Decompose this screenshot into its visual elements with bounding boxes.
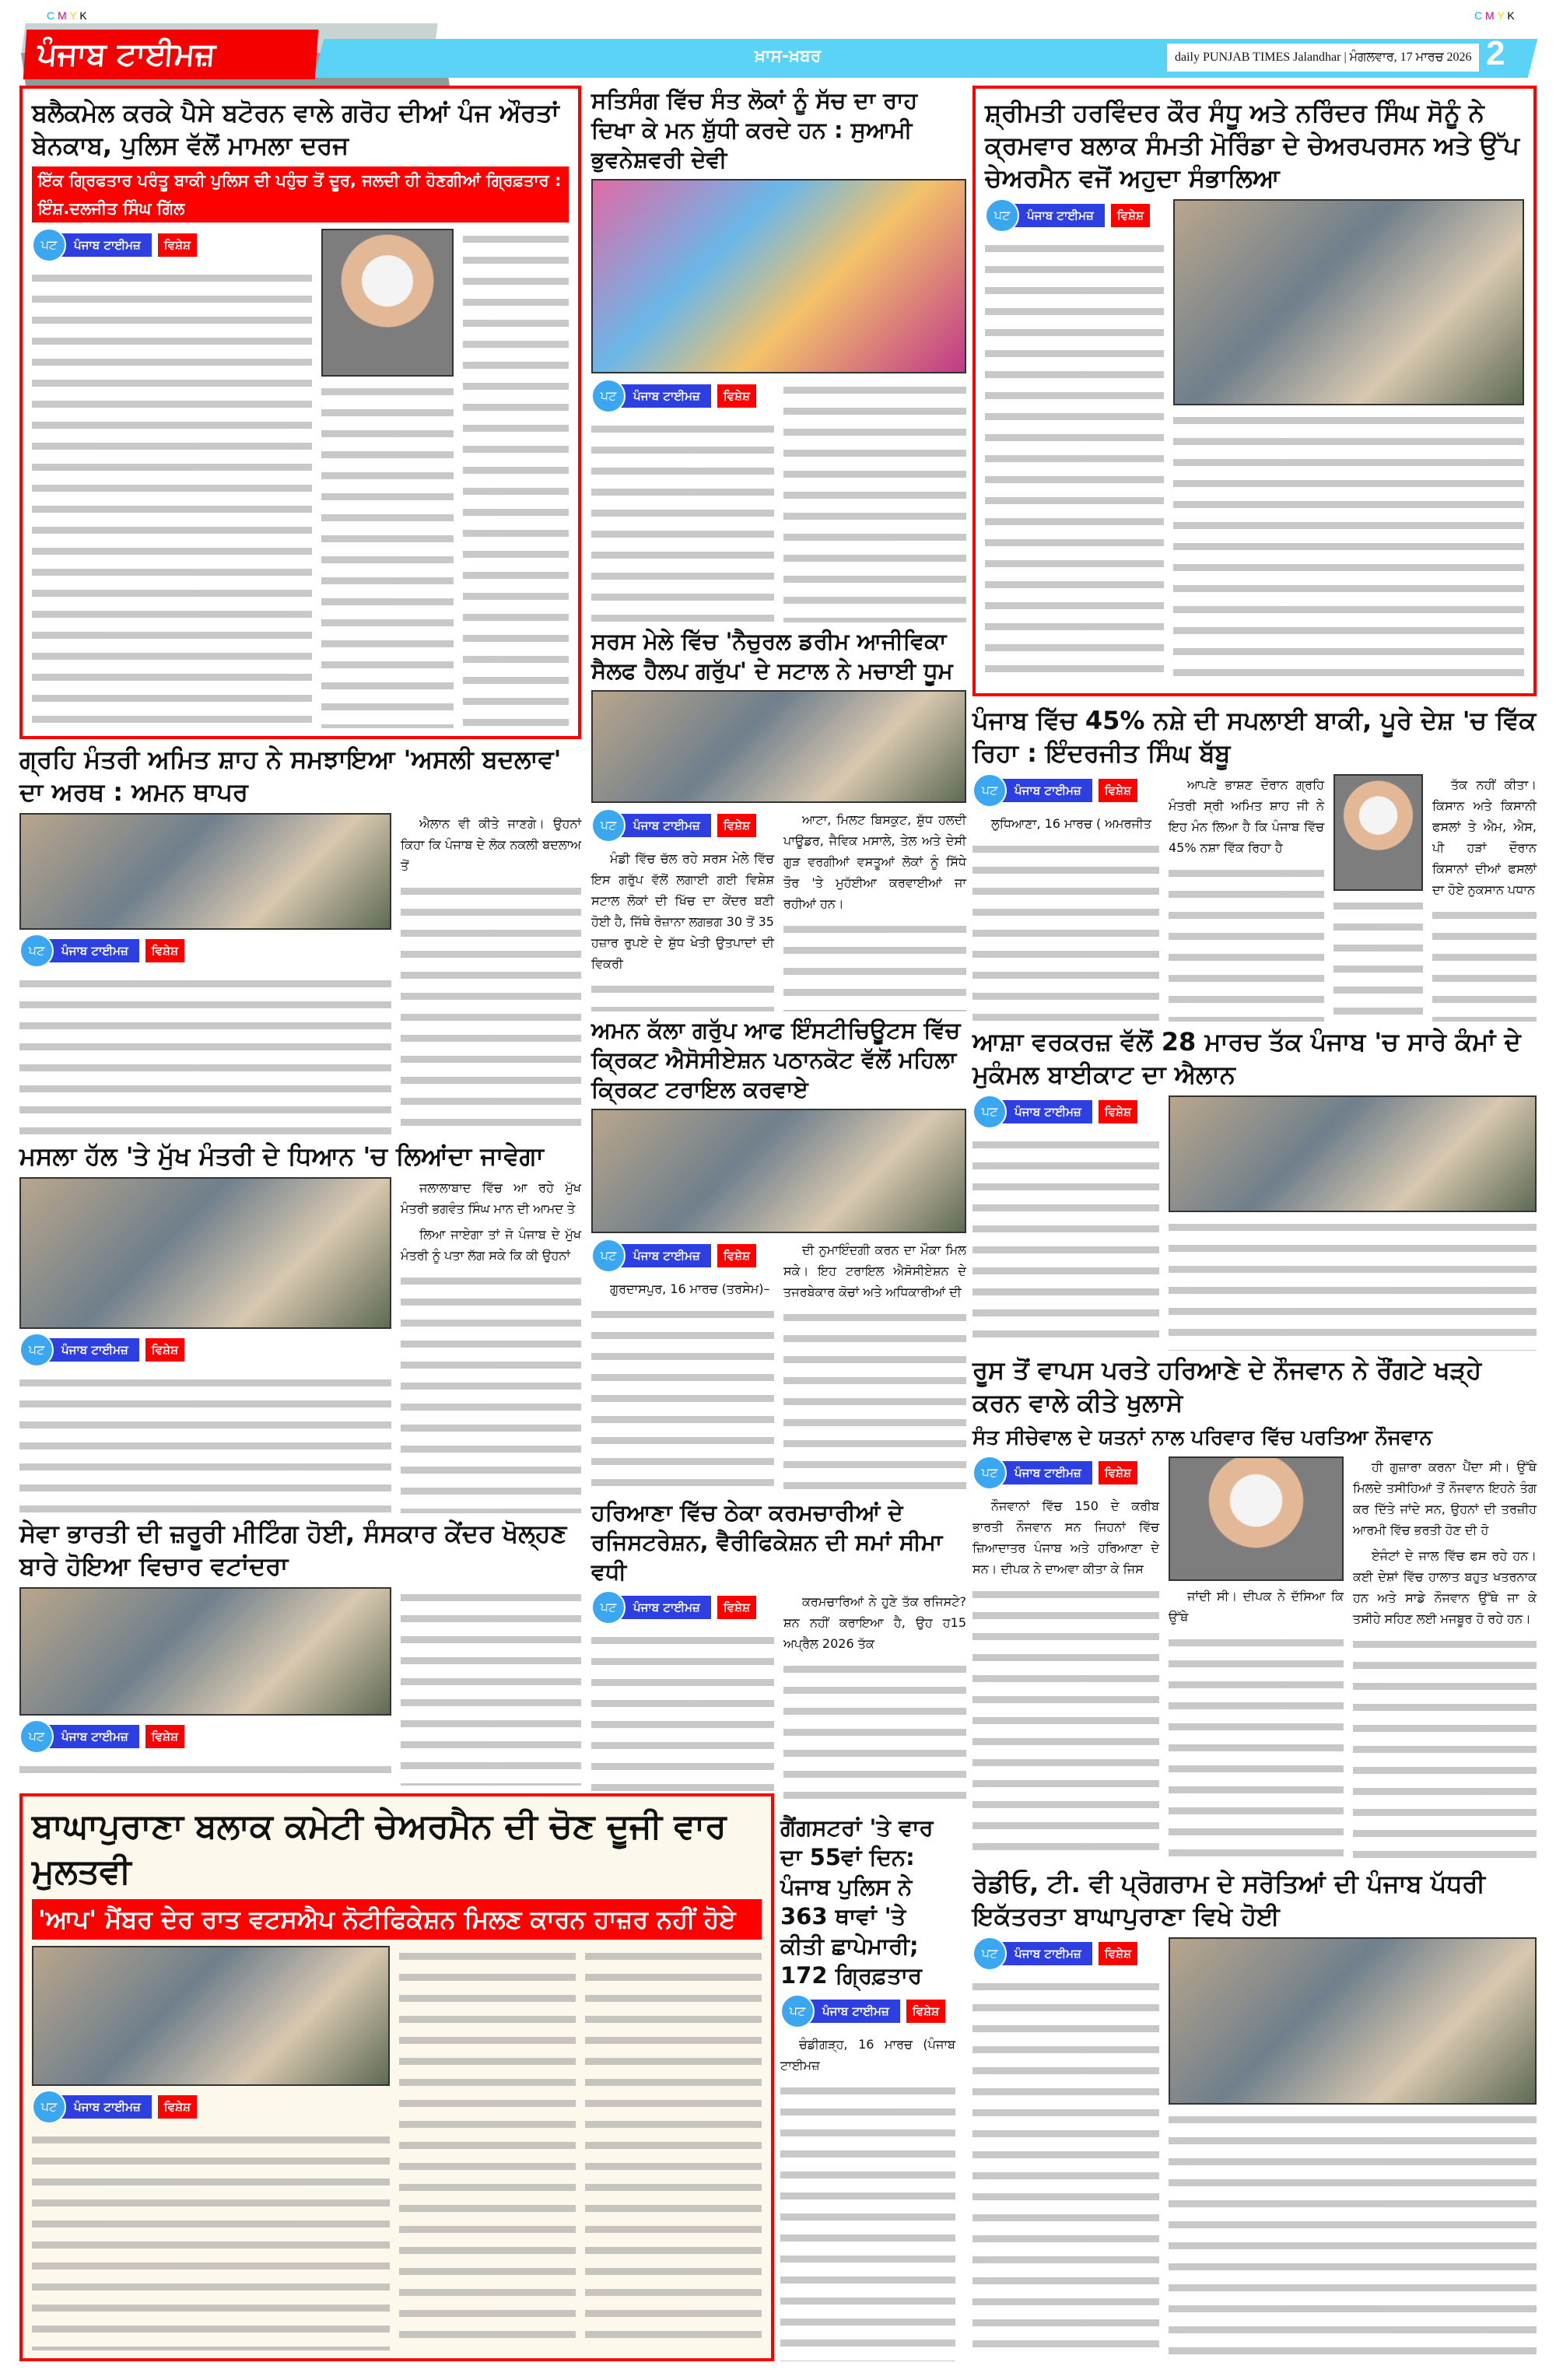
punjab-times-logo-icon: ਪਟ: [972, 1095, 1007, 1129]
text-column: [783, 1591, 966, 1801]
text-column: [1333, 774, 1423, 1022]
body-paragraph: ਆਟਾ, ਮਿਲਟ ਬਿਸਕੁਟ, ਸ਼ੁੱਧ ਹਲਦੀ ਪਾਊਡਰ, ਜੈਵਿਕ ਮਸਾਲੇ, ਤੇਲ ਅਤੇ ਦੇਸੀ ਗੁੜ ਵਰਗੀਆਂ ਵਸਤੂਆਂ ਲੋਕਾਂ ਨੂੰ ਸਿੱਧੇ ਤੌਰ 'ਤੇ ਮੁਹੱਈਆ ਕਰਵਾਈਆਂ ਜਾ ਰਹੀਆਂ ਹਨ।: [783, 812, 966, 911]
mark-m: M: [1485, 9, 1495, 22]
body-paragraph: ਲਿਆ ਜਾਏਗਾ ਤਾਂ ਜੋ ਪੰਜਾਬ ਦੇ ਮੁੱਖ ਮੰਤਰੀ ਨੂੰ ਪਤਾ ਲੱਗ ਸਕੇ ਕਿ ਕੀ ਉਹਨਾਂ: [401, 1227, 581, 1263]
text-column: [1432, 774, 1537, 1022]
article-content: [19, 1177, 581, 1513]
badge-brand: ਪੰਜਾਬ ਟਾਈਮਜ਼: [999, 1942, 1092, 1965]
mark-c: C: [47, 9, 55, 22]
text-column: [1169, 774, 1324, 1022]
news-photo: [321, 229, 454, 377]
headline: ਮਸਲਾ ਹੱਲ 'ਤੇ ਮੁੱਖ ਮੰਤਰੀ ਦੇ ਧਿਆਨ 'ਚ ਲਿਆਂਦਾ ਜਾਵੇਗਾ: [19, 1141, 544, 1171]
headline: ਆਸ਼ਾ ਵਰਕਰਜ਼ ਵੱਲੋਂ 28 ਮਾਰਚ ਤੱਕ ਪੰਜਾਬ 'ਚ ਸਾਰੇ ਕੰਮਾਂ ਦੇ ਮੁਕੰਮਲ ਬਾਈਕਾਟ ਦਾ ਐਲਾਨ: [972, 1027, 1521, 1089]
article-content: [972, 1095, 1537, 1351]
text-column: [985, 199, 1164, 685]
badge-tag: ਵਿਸ਼ੇਸ਼: [1099, 1100, 1137, 1123]
text-column: [783, 809, 966, 1011]
article-content: [19, 813, 581, 1136]
headline: ਸ਼੍ਰੀਮਤੀ ਹਰਵਿੰਦਰ ਕੌਰ ਸੰਧੂ ਅਤੇ ਨਰਿੰਦਰ ਸਿੰਘ ਸੋਨੂੰ ਨੇ ਕ੍ਰਮਵਾਰ ਬਲਾਕ ਸੰਮਤੀ ਮੋਰਿੰਡਾ ਦੇ ਚੇਅਰਪਰਸਨ ਅਤੇ ਉੱਪ ਚੇਅਰਮੈਨ ਵਜੋਂ ਅਹੁਦਾ ਸੰਭਾਲਿਆ: [985, 98, 1519, 193]
body-text-continued: [1169, 1217, 1537, 1351]
badge-brand: ਪੰਜਾਬ ਟਾਈਮਜ਼: [46, 1338, 139, 1362]
logo-text: ਪੰਜਾਬ ਟਾਈਮਜ਼: [36, 37, 217, 72]
text-column: [399, 1946, 576, 2350]
badge-brand: ਪੰਜਾਬ ਟਾਈਮਜ਼: [999, 1100, 1092, 1123]
article-columns: [985, 199, 1524, 685]
body-text-continued: [591, 979, 774, 1011]
body-paragraph: ਮੰਡੀ ਵਿੱਚ ਚੱਲ ਰਹੇ ਸਰਸ ਮੇਲੇ ਵਿੱਚ ਇਸ ਗਰੁੱਪ ਵੱਲੋਂ ਲਗਾਈ ਗਈ ਵਿਸ਼ੇਸ਼ ਸਟਾਲ ਲੋਕਾਂ ਦੀ ਖਿੱਚ ਦਾ ਕੇਂਦਰ ਬਣੀ ਹੋਈ ਹੈ, ਜਿੱਥੇ ਰੋਜ਼ਾਨਾ ਲਗਭਗ 30 ਤੋਂ 35 ਹਜ਼ਾਰ ਰੁਪਏ ਦੇ ਸ਼ੁੱਧ ਖੇਤੀ ਉਤਪਾਦਾਂ ਦੀ ਵਿਕਰੀ: [591, 851, 774, 971]
body-paragraph: ਜਾਂਦੀ ਸੀ। ਦੀਪਕ ਨੇ ਦੱਸਿਆ ਕਿ ਉੱਥੇ: [1169, 1589, 1344, 1625]
article-amit-shah: [19, 743, 581, 1136]
headline: ਹਰਿਆਣਾ ਵਿੱਚ ਠੇਕਾ ਕਰਮਚਾਰੀਆਂ ਦੇ ਰਜਿਸਟਰੇਸ਼ਨ, ਵੈਰੀਫਿਕੇਸ਼ਨ ਦੀ ਸਮਾਂ ਸੀਮਾ ਵਧੀ: [591, 1499, 943, 1585]
badge-tag: ਵਿਸ਼ੇਸ਼: [145, 939, 184, 962]
body-paragraph: ਤੱਕ ਨਹੀਂ ਕੀਤਾ। ਕਿਸਾਨ ਅਤੇ ਕਿਸਾਨੀ ਫਸਲਾਂ ਤੇ ਐਮ, ਐਸ, ਪੀ ਹੜਾਂ ਦੌਰਾਨ ਕਿਸਾਨਾਂ ਦੀਆਂ ਫਸਲਾਂ ਦਾ ਹੋਏ ਨੁਕਸਾਨ ਪਧਾਨ: [1432, 777, 1537, 897]
news-photo: [1169, 1937, 1537, 2105]
news-photo: [19, 1177, 391, 1329]
punjab-times-badge: [19, 938, 391, 964]
dateline: ਚੰਡੀਗੜ੍ਹ, 16 ਮਾਰਚ (ਪੰਜਾਬ ਟਾਈਮਜ਼: [780, 2037, 955, 2073]
article-drugs: [972, 704, 1537, 1022]
news-photo: [591, 179, 966, 373]
body-text-continued: [1169, 863, 1324, 1022]
article-sras-mela: [591, 626, 966, 1011]
body-text-continued: [19, 1372, 391, 1513]
article-haryana: [591, 1498, 966, 1801]
punjab-times-logo-icon: ਪਟ: [591, 1590, 626, 1625]
news-photo: [591, 690, 966, 803]
news-photo: [32, 1946, 390, 2086]
body-paragraph: ਹੀ ਗੁਜ਼ਾਰਾ ਕਰਨਾ ਪੈਂਦਾ ਸੀ। ਉੱਥੇ ਮਿਲਦੇ ਤਸੀਹਿਆਂ ਤੋਂ ਨੌਜਵਾਨ ਇਹਨੇ ਤੰਗ ਕਰ ਦਿੱਤੇ ਜਾਂਦੇ ਸਨ, ਉਹਨਾਂ ਦੀ ਤਰਜ਼ੀਹ ਆਰਮੀ ਵਿੱਚ ਭਰਤੀ ਹੋਣ ਦੀ ਹੋ: [1353, 1460, 1537, 1537]
dateline: ਗੁਰਦਾਸਪੁਰ, 16 ਮਾਰਚ (ਤਰਸੇਮ)–: [610, 1281, 770, 1296]
punjab-times-logo-icon: ਪਟ: [32, 228, 66, 262]
article-blackmail: [19, 86, 581, 739]
body-paragraph: ਜਲਾਲਾਬਾਦ ਵਿੱਚ ਆ ਰਹੇ ਮੁੱਖ ਮੰਤਰੀ ਭਗਵੰਤ ਸਿੰਘ ਮਾਨ ਦੀ ਆਮਦ ਤੇ: [401, 1180, 581, 1216]
badge-tag: ਵਿਸ਼ੇਸ਼: [145, 1725, 184, 1748]
punjab-times-logo-icon: ਪਟ: [985, 198, 1019, 233]
punjab-times-badge: [972, 1940, 1159, 1967]
news-photo: [1169, 1456, 1344, 1581]
text-column: [591, 809, 774, 1011]
punjab-times-badge: [972, 777, 1159, 804]
punjab-times-badge: [591, 1243, 774, 1269]
body-text-continued: [1432, 905, 1537, 1022]
article-columns: [19, 1177, 581, 1513]
body-text-continued: [783, 919, 966, 1011]
text-column: [585, 1946, 762, 2350]
punjab-times-badge: [32, 2094, 390, 2120]
badge-tag: ਵਿਸ਼ੇਸ਼: [1111, 204, 1150, 227]
text-column: [591, 1591, 774, 1801]
headline: ਰੇਡੀਓ, ਟੀ. ਵੀ ਪ੍ਰੋਗਰਾਮ ਦੇ ਸਰੋਤਿਆਂ ਦੀ ਪੰਜਾਬ ਪੱਧਰੀ ਇਕੱਤਰਤਾ ਬਾਘਾਪੁਰਾਣਾ ਵਿਖੇ ਹੋਈ: [972, 1869, 1486, 1931]
body-text-continued: [972, 1584, 1159, 1861]
article-content: [591, 179, 966, 622]
badge-brand: ਪੰਜਾਬ ਟਾਈਮਜ਼: [618, 814, 711, 837]
news-photo: [19, 1587, 391, 1716]
text-column: [19, 1587, 391, 1786]
badge-tag: ਵਿਸ਼ੇਸ਼: [717, 384, 756, 408]
body-text-continued: [321, 381, 454, 728]
headline: ਸਤਿਸੰਗ ਵਿੱਚ ਸੰਤ ਲੋਕਾਂ ਨੂੰ ਸੱਚ ਦਾ ਰਾਹ ਦਿਖਾ ਕੇ ਮਨ ਸ਼ੁੱਧੀ ਕਰਦੇ ਹਨ : ਸੁਆਮੀ ਭੁਵਨੇਸ਼ਵਰੀ ਦੇਵੀ: [591, 87, 918, 173]
print-marks-left: [47, 9, 87, 22]
article-content: [972, 1456, 1537, 1861]
badge-tag: ਵਿਸ਼ੇਸ਼: [1099, 1942, 1137, 1965]
body-text-continued: [585, 1946, 762, 2350]
text-column: [1169, 1456, 1344, 1861]
text-column: [972, 1095, 1159, 1351]
article-content: [19, 1587, 581, 1786]
text-column: [19, 1177, 391, 1513]
subheadline: 'ਆਪ' ਮੈਂਬਰ ਦੇਰ ਰਾਤ ਵਟਸਐਪ ਨੋਟੀਫਿਕੇਸ਼ਨ ਮਿਲਣ ਕਾਰਨ ਹਾਜ਼ਰ ਨਹੀਂ ਹੋਏ: [32, 1899, 762, 1940]
body-text-continued: [972, 839, 1159, 1022]
masthead: [23, 16, 1540, 86]
punjab-times-logo-icon: ਪਟ: [19, 1719, 54, 1754]
badge-tag: ਵਿਸ਼ੇਸ਼: [717, 1244, 756, 1267]
news-photo: [591, 1109, 966, 1233]
text-column: [591, 1239, 774, 1494]
headline: ਸੇਵਾ ਭਾਰਤੀ ਦੀ ਜ਼ਰੂਰੀ ਮੀਟਿੰਗ ਹੋਈ, ਸੰਸਕਾਰ ਕੇਂਦਰ ਖੋਲ੍ਹਣ ਬਾਰੇ ਹੋਇਆ ਵਿਚਾਰ ਵਟਾਂਦਰਾ: [19, 1519, 567, 1581]
news-photo: [1173, 199, 1524, 405]
section-title: ਖ਼ਾਸ-ਖ਼ਬਰ: [755, 47, 822, 66]
text-column: [401, 1587, 581, 1786]
text-column: [780, 1995, 955, 2361]
text-column: [463, 229, 569, 728]
body-paragraph: ਨੌਜਵਾਨਾਂ ਵਿੱਚ 150 ਦੇ ਕਰੀਬ ਭਾਰਤੀ ਨੌਜਵਾਨ ਸਨ ਜਿਹਨਾਂ ਵਿੱਚ ਜ਼ਿਆਦਾਤਰ ਪੰਜਾਬ ਅਤੇ ਹਰਿਆਣਾ ਦੇ ਸਨ। ਦੀਪਕ ਨੇ ਦਾਅਵਾ ਕੀਤਾ ਕੇ ਜਿਸ: [972, 1498, 1159, 1576]
print-marks-right: [1474, 9, 1515, 22]
body-text-continued: [985, 238, 1164, 685]
punjab-times-badge: [32, 232, 312, 258]
body-text-continued: [19, 1759, 391, 1786]
newspaper-logo: [23, 16, 318, 79]
text-column: [321, 229, 454, 728]
headline: ਸਰਸ ਮੇਲੇ ਵਿੱਚ 'ਨੈਚੁਰਲ ਡਰੀਮ ਆਜੀਵਿਕਾ ਸੈਲਫ ਹੈਲਪ ਗਰੁੱਪ' ਦੇ ਸਟਾਲ ਨੇ ਮਚਾਈ ਧੂਮ: [591, 628, 953, 684]
body-text-continued: [783, 1659, 966, 1801]
article-gangsters: [780, 1813, 955, 2361]
text-column: [591, 380, 774, 622]
punjab-times-logo-icon: ਪਟ: [972, 1456, 1007, 1490]
article-columns: [780, 1995, 955, 2361]
article-sandhu: [972, 86, 1537, 696]
punjab-times-badge: [972, 1460, 1159, 1486]
subheadline: ਸੰਤ ਸੀਚੇਵਾਲ ਦੇ ਯਤਨਾਂ ਨਾਲ ਪਰਿਵਾਰ ਵਿੱਚ ਪਰਤਿਆ ਨੌਜਵਾਨ: [972, 1426, 1432, 1449]
body-text-continued: [1333, 896, 1423, 1022]
body-paragraph: ਕਰਮਚਾਰਿਆਂ ਨੇ ਹੁਣੇ ਤੱਕ ਰਜਿਸਟੇ?ਸ਼ਨ ਨਹੀਂ ਕਰਾਇਆ ਹੈ, ਉਹ ਹ15 ਅਪ੍ਰੈਲ 2026 ਤੱਕ: [783, 1594, 966, 1651]
article-columns: [19, 813, 581, 1136]
body-text-continued: [1353, 1634, 1537, 1861]
article-satsang: [591, 86, 966, 622]
article-content: [985, 199, 1524, 685]
article-content: [591, 1591, 966, 1801]
punjab-times-badge: [19, 1723, 391, 1750]
punjab-times-logo-icon: ਪਟ: [591, 379, 626, 413]
article-columns: [32, 1946, 762, 2350]
badge-tag: ਵਿਸ਼ੇਸ਼: [717, 1596, 756, 1619]
body-paragraph: ਐਲਾਨ ਵੀ ਕੀਤੇ ਜਾਣਗੇ। ਉਹਨਾਂ ਕਿਹਾ ਕਿ ਪੰਜਾਬ ਦੇ ਲੋਕ ਨਕਲੀ ਬਦਲਾਅ ਤੋਂ: [401, 816, 581, 873]
headline: ਗ੍ਰਹਿ ਮੰਤਰੀ ਅਮਿਤ ਸ਼ਾਹ ਨੇ ਸਮਝਾਇਆ 'ਅਸਲੀ ਬਦਲਾਵ' ਦਾ ਅਰਥ : ਅਮਨ ਥਾਪਰ: [19, 745, 562, 807]
article-columns: [972, 1937, 1537, 2361]
subheadline: ਇੱਕ ਗ੍ਰਿਫਤਾਰ ਪਰੰਤੂ ਬਾਕੀ ਪੁਲਿਸ ਦੀ ਪਹੁੰਚ ਤੋਂ ਦੂਰ, ਜਲਦੀ ਹੀ ਹੋਣਗੀਆਂ ਗ੍ਰਿਫ਼ਤਾਰ : ਇੰਸ਼.ਦਲਜੀਤ ਸਿੰਘ ਗਿੱਲ: [32, 166, 569, 223]
mark-c: C: [1474, 9, 1483, 22]
body-paragraph: ਏਜੰਟਾਂ ਦੇ ਜਾਲ ਵਿੱਚ ਫਸ ਰਹੇ ਹਨ। ਕਈ ਦੇਸ਼ਾਂ ਵਿੱਚ ਹਾਲਾਤ ਬਹੁਤ ਖਤਰਨਾਕ ਹਨ ਅਤੇ ਸਾਡੇ ਨੌਜਵਾਨ ਉੱਥੇ ਜਾ ਕੇ ਤਸੀਹੇ ਸਹਿਣ ਲਈ ਮਜਬੂਰ ਹੋ ਰਹੇ ਹਨ।: [1353, 1548, 1537, 1626]
punjab-times-badge: [780, 1998, 955, 2024]
body-text-continued: [783, 1307, 966, 1494]
badge-tag: ਵਿਸ਼ੇਸ਼: [158, 2095, 197, 2119]
badge-brand: ਪੰਜਾਬ ਟਾਈਮਜ਼: [58, 233, 152, 257]
body-text-continued: [32, 268, 312, 728]
mark-k: K: [79, 9, 87, 22]
article-columns: [591, 1239, 966, 1494]
text-column: [32, 1946, 390, 2350]
mark-y: Y: [69, 9, 77, 22]
article-columns: [591, 809, 966, 1011]
badge-tag: ਵਿਸ਼ੇਸ਼: [158, 233, 197, 257]
badge-brand: ਪੰਜਾਬ ਟਾਈਮਜ਼: [999, 1461, 1092, 1484]
body-text-continued: [463, 229, 569, 728]
badge-tag: ਵਿਸ਼ੇਸ਼: [906, 2000, 945, 2023]
mark-m: M: [58, 9, 67, 22]
punjab-times-logo-icon: ਪਟ: [972, 1937, 1007, 1971]
text-column: [401, 813, 581, 1136]
text-column: [1169, 1937, 1537, 2361]
article-columns: [32, 229, 569, 728]
badge-tag: ਵਿਸ਼ੇਸ਼: [1099, 1461, 1137, 1484]
punjab-times-badge: [591, 812, 774, 839]
body-text-continued: [1169, 2109, 1537, 2361]
text-column: [1173, 199, 1524, 685]
badge-brand: ਪੰਜਾਬ ਟਾਈਮਜ਼: [807, 2000, 900, 2023]
article-content: [32, 1946, 762, 2350]
article-columns: [972, 1456, 1537, 1861]
article-content: [591, 1109, 966, 1494]
headline: ਅਮਨ ਕੱਲਾ ਗਰੁੱਪ ਆਫ ਇੰਸਟੀਚਿਊਟਸ ਵਿੱਚ ਕ੍ਰਿਕਟ ਐਸੋਸੀਏਸ਼ਨ ਪਠਾਨਕੋਟ ਵੱਲੋਂ ਮਹਿਲਾ ਕ੍ਰਿਕਟ ਟਰਾਇਲ ਕਰਵਾਏ: [591, 1017, 961, 1102]
body-text-continued: [1173, 410, 1524, 685]
article-sewa-bharti: [19, 1517, 581, 1786]
body-text-continued: [591, 1630, 774, 1801]
punjab-times-badge: [972, 1099, 1159, 1125]
body-text-continued: [591, 1304, 774, 1494]
body-paragraph: ਆਪਣੇ ਭਾਸ਼ਣ ਦੌਰਾਨ ਗ੍ਰਹਿ ਮੰਤਰੀ ਸ੍ਰੀ ਅਮਿਤ ਸ਼ਾਹ ਜੀ ਨੇ ਇਹ ਮੰਨ ਲਿਆ ਹੈ ਕਿ ਪੰਜਾਬ ਵਿੱਚ 45% ਨਸ਼ਾ ਵਿੱਕ ਰਿਹਾ ਹੈ: [1169, 777, 1324, 855]
punjab-times-logo-icon: ਪਟ: [19, 1333, 54, 1367]
punjab-times-logo-icon: ਪਟ: [972, 773, 1007, 808]
punjab-times-logo-icon: ਪਟ: [19, 934, 54, 968]
badge-tag: ਵਿਸ਼ੇਸ਼: [145, 1338, 184, 1362]
badge-brand: ਪੰਜਾਬ ਟਾਈਮਜ਼: [618, 1244, 711, 1267]
article-content: [591, 690, 966, 1011]
article-columns: [972, 774, 1537, 1022]
article-russia: [972, 1354, 1537, 1861]
punjab-times-logo-icon: ਪਟ: [780, 1994, 815, 2028]
badge-tag: ਵਿਸ਼ੇਸ਼: [1099, 779, 1137, 802]
mark-y: Y: [1497, 9, 1505, 22]
article-columns: [972, 1095, 1537, 1351]
body-text-continued: [401, 1587, 581, 1786]
body-text-continued: [783, 380, 966, 622]
edition-dateline: daily PUNJAB TIMES Jalandhar | ਮੰਗਲਵਾਰ, 17 ਮਾਰਚ 2026: [1167, 44, 1479, 72]
badge-brand: ਪੰਜਾਬ ਟਾਈਮਜ਼: [618, 384, 711, 408]
punjab-times-badge: [985, 202, 1164, 229]
punjab-times-badge: [19, 1337, 391, 1363]
article-columns: [591, 1591, 966, 1801]
body-text-continued: [780, 2080, 955, 2361]
body-text-continued: [972, 1976, 1159, 2361]
logo-tagline: ਸਚ ਦਾ ਸਾਥੀ: [96, 16, 136, 25]
headline: ਬਾਘਾਪੁਰਾਣਾ ਬਲਾਕ ਕਮੇਟੀ ਚੇਅਰਮੈਨ ਦੀ ਚੋਣ ਦੂਜੀ ਵਾਰ ਮੁਲਤਵੀ: [32, 1807, 727, 1891]
headline: ਗੈਂਗਸਟਰਾਂ 'ਤੇ ਵਾਰ ਦਾ 55ਵਾਂ ਦਿਨ: ਪੰਜਾਬ ਪੁਲਿਸ ਨੇ 363 ਥਾਵਾਂ 'ਤੇ ਕੀਤੀ ਛਾਪੇਮਾਰੀ; 172 ਗ੍ਰਿਫ਼ਤਾਰ: [780, 1814, 934, 1989]
text-column: [783, 380, 966, 622]
badge-tag: ਵਿਸ਼ੇਸ਼: [717, 814, 756, 837]
body-text-continued: [1169, 1632, 1344, 1861]
article-content: [972, 774, 1537, 1022]
article-content: [972, 1937, 1537, 2361]
text-column: [972, 1937, 1159, 2361]
headline: ਪੰਜਾਬ ਵਿੱਚ 45% ਨਸ਼ੇ ਦੀ ਸਪਲਾਈ ਬਾਕੀ, ਪੂਰੇ ਦੇਸ਼ 'ਚ ਵਿੱਕ ਰਿਹਾ : ਇੰਦਰਜੀਤ ਸਿੰਘ ਬੱਬੂ: [972, 706, 1537, 768]
body-text-continued: [591, 419, 774, 622]
text-column: [783, 1239, 966, 1494]
badge-brand: ਪੰਜਾਬ ਟਾਈਮਜ਼: [58, 2095, 152, 2119]
news-photo: [1333, 774, 1423, 891]
body-text-continued: [32, 2129, 390, 2350]
article-masla: [19, 1140, 581, 1513]
body-text-continued: [401, 1271, 581, 1513]
page-number: 2: [1486, 34, 1505, 72]
badge-brand: ਪੰਜਾਬ ਟਾਈਮਜ਼: [999, 779, 1092, 802]
badge-brand: ਪੰਜਾਬ ਟਾਈਮਜ਼: [46, 939, 139, 962]
dateline: ਲੁਧਿਆਣਾ, 16 ਮਾਰਚ ( ਅਮਰਜੀਤ: [991, 816, 1151, 831]
article-content: [32, 229, 569, 728]
article-content: [780, 1995, 955, 2361]
text-column: [1353, 1456, 1537, 1861]
article-cricket: [591, 1015, 966, 1494]
badge-brand: ਪੰਜਾਬ ਟਾਈਮਜ਼: [46, 1725, 139, 1748]
mark-k: K: [1507, 9, 1515, 22]
body-text-continued: [401, 881, 581, 1136]
punjab-times-logo-icon: ਪਟ: [32, 2090, 66, 2124]
text-column: [19, 813, 391, 1136]
punjab-times-badge: [591, 383, 774, 409]
punjab-times-logo-icon: ਪਟ: [591, 1239, 626, 1273]
news-photo: [1169, 1095, 1537, 1212]
news-photo: [19, 813, 391, 930]
text-column: [32, 229, 312, 728]
body-paragraph: ਦੀ ਨੁਮਾਇੰਦਗੀ ਕਰਨ ਦਾ ਮੌਕਾ ਮਿਲ ਸਕੇ। ਇਹ ਟਰਾਇਲ ਐਸੋਸੀਏਸ਼ਨ ਦੇ ਤਜਰਬੇਕਾਰ ਕੋਚਾਂ ਅਤੇ ਅਧਿਕਾਰੀਆਂ ਦੀ: [783, 1243, 966, 1299]
punjab-times-logo-icon: ਪਟ: [591, 808, 626, 843]
article-columns: [19, 1587, 581, 1786]
text-column: [401, 1177, 581, 1513]
headline: ਰੂਸ ਤੋਂ ਵਾਪਸ ਪਰਤੇ ਹਰਿਆਣੇ ਦੇ ਨੌਜਵਾਨ ਨੇ ਰੌਂਗਟੇ ਖੜ੍ਹੇ ਕਰਨ ਵਾਲੇ ਕੀਤੇ ਖੁਲਾਸੇ: [972, 1355, 1482, 1418]
article-asha: [972, 1025, 1537, 1351]
body-text-continued: [19, 973, 391, 1136]
text-column: [972, 1456, 1159, 1861]
article-radio-tv: [972, 1867, 1537, 2361]
article-bagha-purana: [19, 1793, 774, 2361]
text-column: [1169, 1095, 1537, 1351]
article-columns: [591, 380, 966, 622]
badge-brand: ਪੰਜਾਬ ਟਾਈਮਜ਼: [1011, 204, 1105, 227]
punjab-times-badge: [591, 1594, 774, 1621]
headline: ਬਲੈਕਮੇਲ ਕਰਕੇ ਪੈਸੇ ਬਟੋਰਨ ਵਾਲੇ ਗਰੋਹ ਦੀਆਂ ਪੰਜ ਔਰਤਾਂ ਬੇਨਕਾਬ, ਪੁਲਿਸ ਵੱਲੋਂ ਮਾਮਲਾ ਦਰਜ: [32, 98, 559, 160]
body-text-continued: [399, 1946, 576, 2350]
text-column: [972, 774, 1159, 1022]
body-text-continued: [972, 1134, 1159, 1351]
badge-brand: ਪੰਜਾਬ ਟਾਈਮਜ਼: [618, 1596, 711, 1619]
